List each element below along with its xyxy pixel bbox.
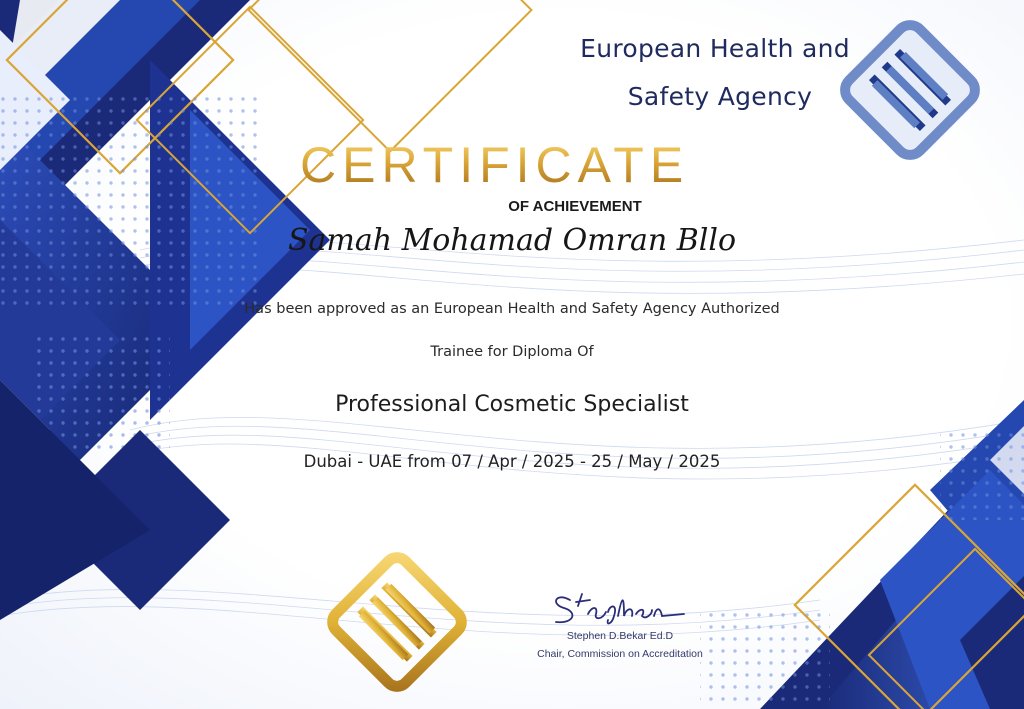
- course-name: Professional Cosmetic Specialist: [335, 392, 689, 417]
- statement-line2: Trainee for Diploma Of: [430, 344, 594, 360]
- signatory-title: Chair, Commission on Accreditation: [537, 648, 703, 660]
- handwritten-signature: [548, 586, 688, 630]
- organization-name-line1: European Health and: [580, 34, 850, 63]
- signatory-name: Stephen D.Bekar Ed.D: [566, 630, 674, 642]
- statement-line1: Has been approved as an European Health and Safety Agency Authorized: [244, 301, 780, 317]
- gold-seal-logo: [322, 547, 472, 697]
- certificate-subtitle: OF ACHIEVEMENT: [508, 198, 642, 215]
- organization-name-line2: Safety Agency: [627, 82, 813, 111]
- recipient-name: Samah Mohamad Omran Bllo: [287, 223, 737, 258]
- course-dates: Dubai - UAE from 07 / Apr / 2025 - 25 / May / 2025: [303, 452, 721, 471]
- bottom-right-geometry: [700, 400, 1024, 709]
- certificate-title: CERTIFICATE: [300, 137, 690, 193]
